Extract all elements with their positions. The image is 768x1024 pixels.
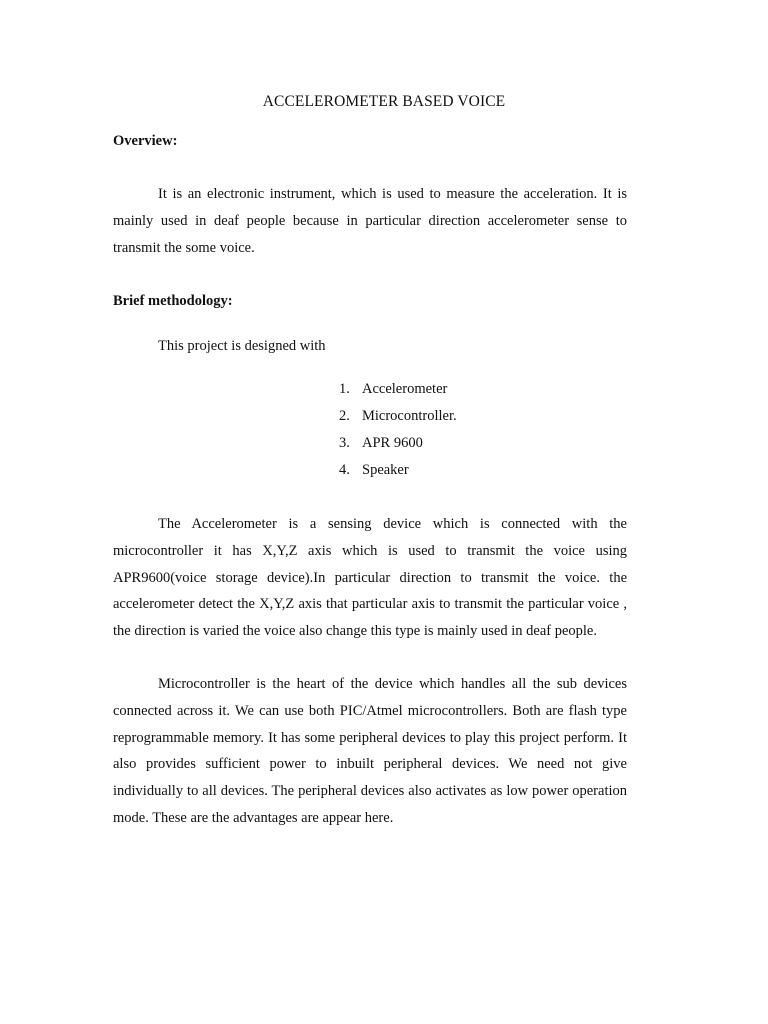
list-item-number: 3. [339, 435, 350, 451]
list-item-number: 2. [339, 408, 350, 424]
list-item-label: Speaker [362, 462, 409, 478]
list-item [339, 376, 457, 403]
list-item-number: 1. [339, 381, 350, 397]
component-list [339, 376, 457, 484]
overview-paragraph: It is an electronic instrument, which is used to measure the acceleration. It is mainly used in deaf people because in particular direction accelerometer sense to transmit the some voice. [113, 186, 627, 256]
methodology-heading: Brief methodology: [113, 293, 233, 309]
list-item [339, 430, 457, 457]
methodology-intro: This project is designed with [158, 338, 326, 354]
overview-heading: Overview: [113, 133, 178, 149]
microcontroller-paragraph: Microcontroller is the heart of the device which handles all the sub devices connected across it. We can use both PIC/Atmel microcontrollers. Both are flash type reprogrammable memory. It has some peripheral devices to play this project perform. It also provides sufficient power to inbuilt peripheral devices. We need not give individually to all devices. The peripheral devices also activates as low power operation mode. These are the advantages are appear here. [113, 676, 627, 826]
list-item [339, 403, 457, 430]
list-item [339, 457, 457, 484]
document-title: ACCELEROMETER BASED VOICE [262, 93, 506, 110]
list-item-label: Microcontroller. [362, 408, 457, 424]
list-item-label: APR 9600 [362, 435, 423, 451]
list-item-label: Accelerometer [362, 381, 448, 397]
accelerometer-paragraph: The Accelerometer is a sensing device which is connected with the microcontroller it has X,Y,Z axis which is used to transmit the voice using APR9600(voice storage device).In particular direction to transmit the voice. the accelerometer detect the X,Y,Z axis that particular axis to transmit the particular voice , the direction is varied the voice also change this type is mainly used in deaf people. [113, 516, 627, 640]
list-item-number: 4. [339, 462, 350, 478]
